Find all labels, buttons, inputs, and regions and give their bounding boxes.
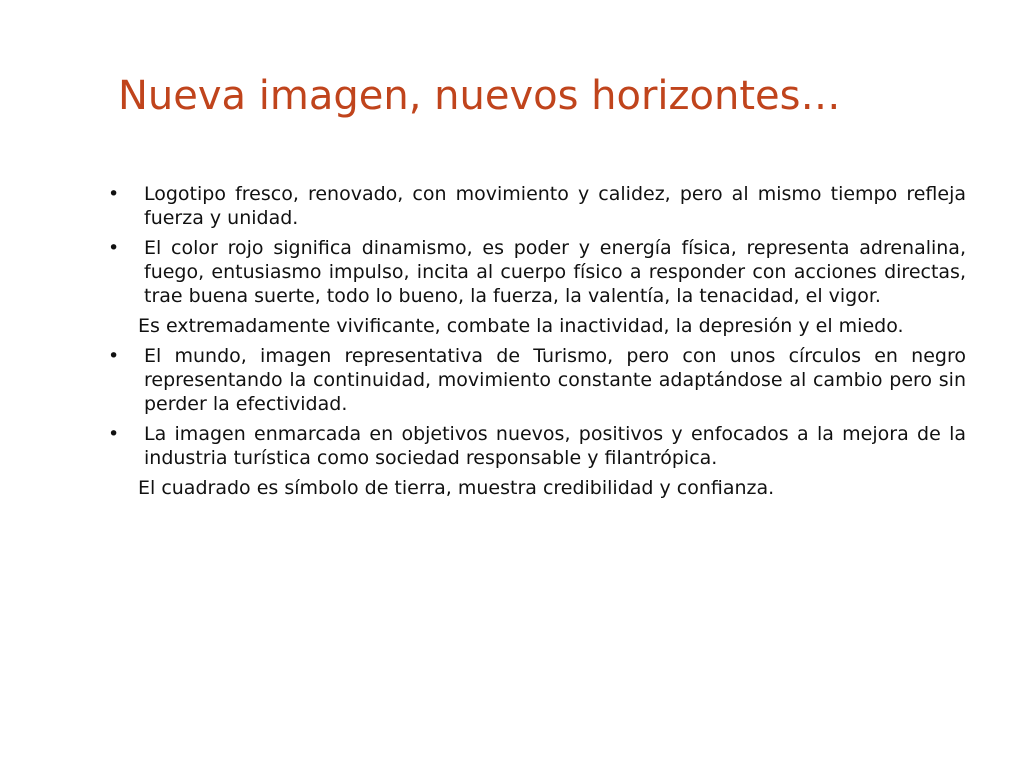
bullet-text: La imagen enmarcada en objetivos nuevos, positivos y enfocados a la mejora de la industria turística como sociedad responsable y filantrópica. xyxy=(144,423,966,469)
bullet-item xyxy=(104,236,966,308)
bullet-text: El mundo, imagen representativa de Turismo, pero con unos círculos en negro representando la continuidad, movimiento constante adaptándose al cambio pero sin perder la efectividad. xyxy=(144,345,966,415)
paragraph-text: El cuadrado es símbolo de tierra, muestra credibilidad y confianza. xyxy=(138,477,775,499)
bullet-icon: • xyxy=(108,345,120,367)
bullet-text: Logotipo fresco, renovado, con movimiento y calidez, pero al mismo tiempo refleja fuerza y unidad. xyxy=(144,183,966,229)
bullet-item xyxy=(104,344,966,416)
slide-title: Nueva imagen, nuevos horizontes… xyxy=(118,73,841,119)
bullet-icon: • xyxy=(108,423,120,445)
bullet-icon: • xyxy=(108,183,120,205)
bullet-item xyxy=(104,182,966,230)
continuation-paragraph xyxy=(104,476,966,500)
slide-content xyxy=(104,182,966,506)
paragraph-text: Es extremadamente vivificante, combate la inactividad, la depresión y el miedo. xyxy=(138,315,904,337)
bullet-icon: • xyxy=(108,237,120,259)
bullet-text: El color rojo significa dinamismo, es poder y energía física, representa adrenalina, fuego, entusiasmo impulso, incita al cuerpo físico a responder con acciones directas, trae buena suerte, todo lo bueno, la fuerza, la valentía, la tenacidad, el vigor. xyxy=(144,237,966,307)
continuation-paragraph xyxy=(104,314,966,338)
bullet-item xyxy=(104,422,966,470)
